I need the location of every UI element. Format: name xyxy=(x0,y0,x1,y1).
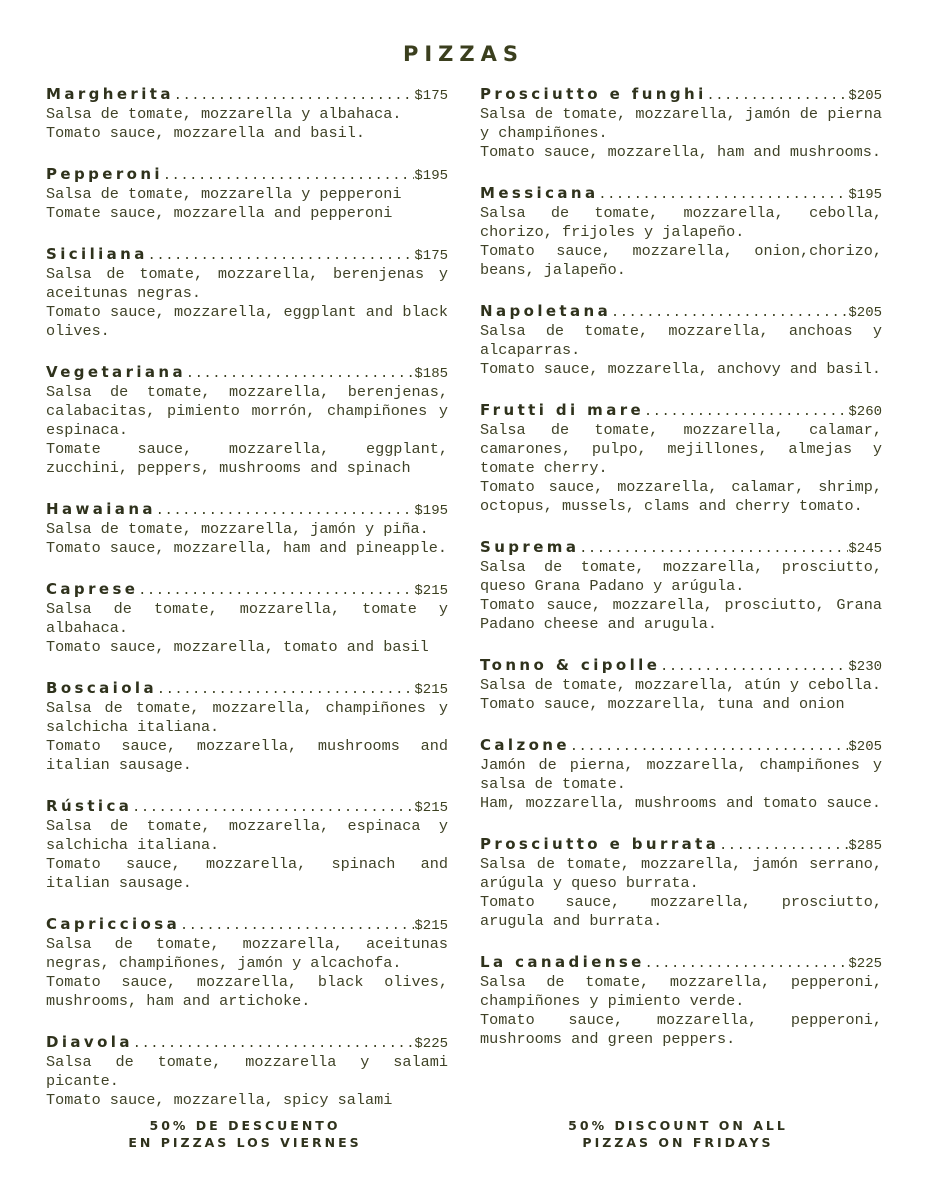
pizza-price: $285 xyxy=(848,838,882,854)
menu-item xyxy=(46,1033,448,1110)
dot-leader xyxy=(163,168,414,183)
description-es: Salsa de tomate, mozzarella, jamón serrano, arúgula y queso burrata. xyxy=(480,855,882,892)
menu-item-header xyxy=(480,538,882,558)
menu-item xyxy=(46,363,448,478)
pizza-description xyxy=(480,204,882,280)
menu-item xyxy=(46,679,448,775)
pizza-price: $260 xyxy=(848,404,882,420)
menu-column-right xyxy=(480,85,882,1071)
description-en: Tomato sauce, mozzarella, spinach and italian sausage. xyxy=(46,855,448,892)
description-en: Tomato sauce, mozzarella, spicy salami xyxy=(46,1091,393,1109)
description-es: Salsa de tomate, mozzarella, aceitunas negras, champiñones, jamón y alcachofa. xyxy=(46,935,448,972)
dot-leader xyxy=(719,838,848,853)
description-en: Ham, mozzarella, mushrooms and tomato sauce. xyxy=(480,794,882,812)
menu-item xyxy=(46,915,448,1011)
menu-item-header xyxy=(480,184,882,204)
menu-item-header xyxy=(46,363,448,383)
description-en: Tomato sauce, mozzarella, tomato and basil xyxy=(46,638,429,656)
pizza-name: Frutti di mare xyxy=(480,401,645,419)
pizza-price: $215 xyxy=(414,918,448,934)
dot-leader xyxy=(570,739,848,754)
menu-item xyxy=(480,656,882,714)
promo-line: 50% DISCOUNT ON ALL xyxy=(568,1118,788,1133)
pizza-name: Calzone xyxy=(480,736,570,754)
promo-english xyxy=(508,1117,848,1151)
pizza-description xyxy=(46,1053,448,1110)
pizza-name: Siciliana xyxy=(46,245,148,263)
menu-item-header xyxy=(480,656,882,676)
pizza-price: $230 xyxy=(848,659,882,675)
menu-item-header xyxy=(46,245,448,265)
menu-item-header xyxy=(46,580,448,600)
dot-leader xyxy=(133,1036,415,1051)
pizza-description xyxy=(480,105,882,162)
description-es: Salsa de tomate, mozzarella, prosciutto, queso Grana Padano y arúgula. xyxy=(480,558,882,595)
description-es: Salsa de tomate, mozzarella, cebolla, chorizo, frijoles y jalapeño. xyxy=(480,204,882,241)
menu-item xyxy=(480,184,882,280)
pizza-name: Tonno & cipolle xyxy=(480,656,661,674)
pizza-name: Prosciutto e burrata xyxy=(480,835,720,853)
description-en: Tomato sauce, mozzarella, mushrooms and italian sausage. xyxy=(46,737,448,774)
pizza-name: Boscaiola xyxy=(46,679,157,697)
pizza-description xyxy=(480,421,882,516)
dot-leader xyxy=(599,187,849,202)
promo-line: 50% DE DESCUENTO xyxy=(149,1118,341,1133)
description-es: Salsa de tomate, mozzarella, jamón y piña. xyxy=(46,520,429,538)
menu-item xyxy=(480,736,882,813)
promo-spanish xyxy=(75,1117,415,1151)
pizza-name: Margherita xyxy=(46,85,174,103)
pizza-price: $215 xyxy=(414,682,448,698)
pizza-name: Rústica xyxy=(46,797,133,815)
pizza-name: Caprese xyxy=(46,580,139,598)
pizza-description xyxy=(46,935,448,1011)
pizza-price: $205 xyxy=(848,305,882,321)
pizza-name: Napoletana xyxy=(480,302,612,320)
description-en: Tomato sauce, mozzarella, pepperoni, mushrooms and green peppers. xyxy=(480,1011,882,1048)
menu-item-header xyxy=(480,85,882,105)
pizza-price: $245 xyxy=(848,541,882,557)
menu-item-header xyxy=(46,165,448,185)
pizza-price: $205 xyxy=(848,88,882,104)
pizza-description xyxy=(480,558,882,634)
description-es: Salsa de tomate, mozzarella y salami picante. xyxy=(46,1053,448,1090)
dot-leader xyxy=(611,305,848,320)
pizza-description xyxy=(480,756,882,813)
description-en: Tomato sauce, mozzarella, anchovy and basil. xyxy=(480,360,882,378)
dot-leader xyxy=(707,88,849,103)
menu-item-header xyxy=(480,736,882,756)
description-en: Tomato sauce, mozzarella, black olives, mushrooms, ham and artichoke. xyxy=(46,973,448,1010)
dot-leader xyxy=(644,404,848,419)
pizza-description xyxy=(46,817,448,893)
description-es: Jamón de pierna, mozzarella, champiñones y salsa de tomate. xyxy=(480,756,882,793)
description-es: Salsa de tomate, mozzarella y albahaca. xyxy=(46,105,402,123)
pizza-price: $205 xyxy=(848,739,882,755)
menu-item-header xyxy=(480,953,882,973)
pizza-price: $225 xyxy=(414,1036,448,1052)
pizza-description xyxy=(480,676,882,714)
pizza-price: $215 xyxy=(414,800,448,816)
description-es: Salsa de tomate, mozzarella, espinaca y salchicha italiana. xyxy=(46,817,448,854)
description-es: Salsa de tomate, mozzarella, berenjenas y aceitunas negras. xyxy=(46,265,448,302)
pizza-description xyxy=(46,105,448,143)
dot-leader xyxy=(148,248,415,263)
dot-leader xyxy=(579,541,848,556)
menu-column-left xyxy=(46,85,448,1132)
pizza-name: Pepperoni xyxy=(46,165,163,183)
description-en: Tomate sauce, mozzarella, eggplant, zucchini, peppers, mushrooms and spinach xyxy=(46,440,448,477)
menu-item-header xyxy=(480,302,882,322)
dot-leader xyxy=(157,682,414,697)
pizza-price: $175 xyxy=(414,248,448,264)
menu-item-header xyxy=(480,835,882,855)
menu-item-header xyxy=(46,85,448,105)
menu-item xyxy=(480,835,882,931)
description-en: Tomato sauce, mozzarella, ham and mushrooms. xyxy=(480,143,882,161)
menu-item xyxy=(46,797,448,893)
pizza-name: Messicana xyxy=(480,184,599,202)
menu-item-header xyxy=(46,500,448,520)
menu-item xyxy=(480,302,882,379)
pizza-name: Hawaiana xyxy=(46,500,156,518)
promo-line: PIZZAS ON FRIDAYS xyxy=(582,1135,774,1150)
description-en: Tomate sauce, mozzarella and pepperoni xyxy=(46,204,393,222)
dot-leader xyxy=(180,918,414,933)
dot-leader xyxy=(174,88,415,103)
description-en: Tomato sauce, mozzarella, tuna and onion xyxy=(480,695,845,713)
menu-item xyxy=(46,165,448,223)
description-es: Salsa de tomate, mozzarella, berenjenas, calabacitas, pimiento morrón, champiñones y espinaca. xyxy=(46,383,448,439)
pizza-price: $175 xyxy=(414,88,448,104)
description-en: Tomato sauce, mozzarella, prosciutto, Grana Padano cheese and arugula. xyxy=(480,596,882,633)
pizza-price: $195 xyxy=(414,168,448,184)
menu-item-header xyxy=(480,401,882,421)
pizza-description xyxy=(480,322,882,379)
description-en: Tomato sauce, mozzarella, prosciutto, arugula and burrata. xyxy=(480,893,882,930)
menu-item xyxy=(46,580,448,657)
pizza-description xyxy=(46,600,448,657)
description-es: Salsa de tomate, mozzarella, jamón de pierna y champiñones. xyxy=(480,105,882,142)
description-es: Salsa de tomate, mozzarella y pepperoni xyxy=(46,185,402,203)
pizza-price: $185 xyxy=(414,366,448,382)
pizza-description xyxy=(480,973,882,1049)
description-es: Salsa de tomate, mozzarella, calamar, camarones, pulpo, mejillones, almejas y tomate cherry. xyxy=(480,421,882,477)
dot-leader xyxy=(645,956,849,971)
description-es: Salsa de tomate, mozzarella, anchoas y alcaparras. xyxy=(480,322,882,359)
menu-item-header xyxy=(46,797,448,817)
menu-item xyxy=(480,401,882,516)
menu-item xyxy=(480,953,882,1049)
pizza-name: La canadiense xyxy=(480,953,645,971)
pizza-description xyxy=(46,185,448,223)
dot-leader xyxy=(156,503,414,518)
dot-leader xyxy=(660,659,848,674)
dot-leader xyxy=(132,800,414,815)
description-en: Tomato sauce, mozzarella and basil. xyxy=(46,124,365,142)
description-es: Salsa de tomate, mozzarella, atún y cebolla. xyxy=(480,676,882,694)
description-es: Salsa de tomate, mozzarella, champiñones y salchicha italiana. xyxy=(46,699,448,736)
menu-item-header xyxy=(46,1033,448,1053)
pizza-description xyxy=(46,699,448,775)
menu-item-header xyxy=(46,915,448,935)
menu-title: PIZZAS xyxy=(402,42,525,66)
pizza-price: $195 xyxy=(848,187,882,203)
description-es: Salsa de tomate, mozzarella, tomate y albahaca. xyxy=(46,600,448,637)
dot-leader xyxy=(186,366,414,381)
menu-item xyxy=(46,245,448,341)
menu-item xyxy=(480,85,882,162)
pizza-name: Capricciosa xyxy=(46,915,181,933)
pizza-name: Prosciutto e funghi xyxy=(480,85,707,103)
dot-leader xyxy=(138,583,414,598)
pizza-price: $215 xyxy=(414,583,448,599)
description-es: Salsa de tomate, mozzarella, pepperoni, champiñones y pimiento verde. xyxy=(480,973,882,1010)
description-en: Tomato sauce, mozzarella, calamar, shrimp, octopus, mussels, clams and cherry tomato. xyxy=(480,478,882,515)
menu-item xyxy=(46,500,448,558)
pizza-description xyxy=(480,855,882,931)
pizza-description xyxy=(46,383,448,478)
pizza-price: $225 xyxy=(848,956,882,972)
menu-item xyxy=(46,85,448,143)
description-en: Tomato sauce, mozzarella, eggplant and black olives. xyxy=(46,303,448,340)
description-en: Tomato sauce, mozzarella, onion,chorizo, beans, jalapeño. xyxy=(480,242,882,279)
promo-line: EN PIZZAS LOS VIERNES xyxy=(128,1135,362,1150)
description-en: Tomato sauce, mozzarella, ham and pineapple. xyxy=(46,539,448,557)
pizza-name: Diavola xyxy=(46,1033,133,1051)
pizza-price: $195 xyxy=(414,503,448,519)
pizza-name: Vegetariana xyxy=(46,363,187,381)
pizza-description xyxy=(46,265,448,341)
pizza-name: Suprema xyxy=(480,538,580,556)
menu-item-header xyxy=(46,679,448,699)
pizza-description xyxy=(46,520,448,558)
menu-item xyxy=(480,538,882,634)
